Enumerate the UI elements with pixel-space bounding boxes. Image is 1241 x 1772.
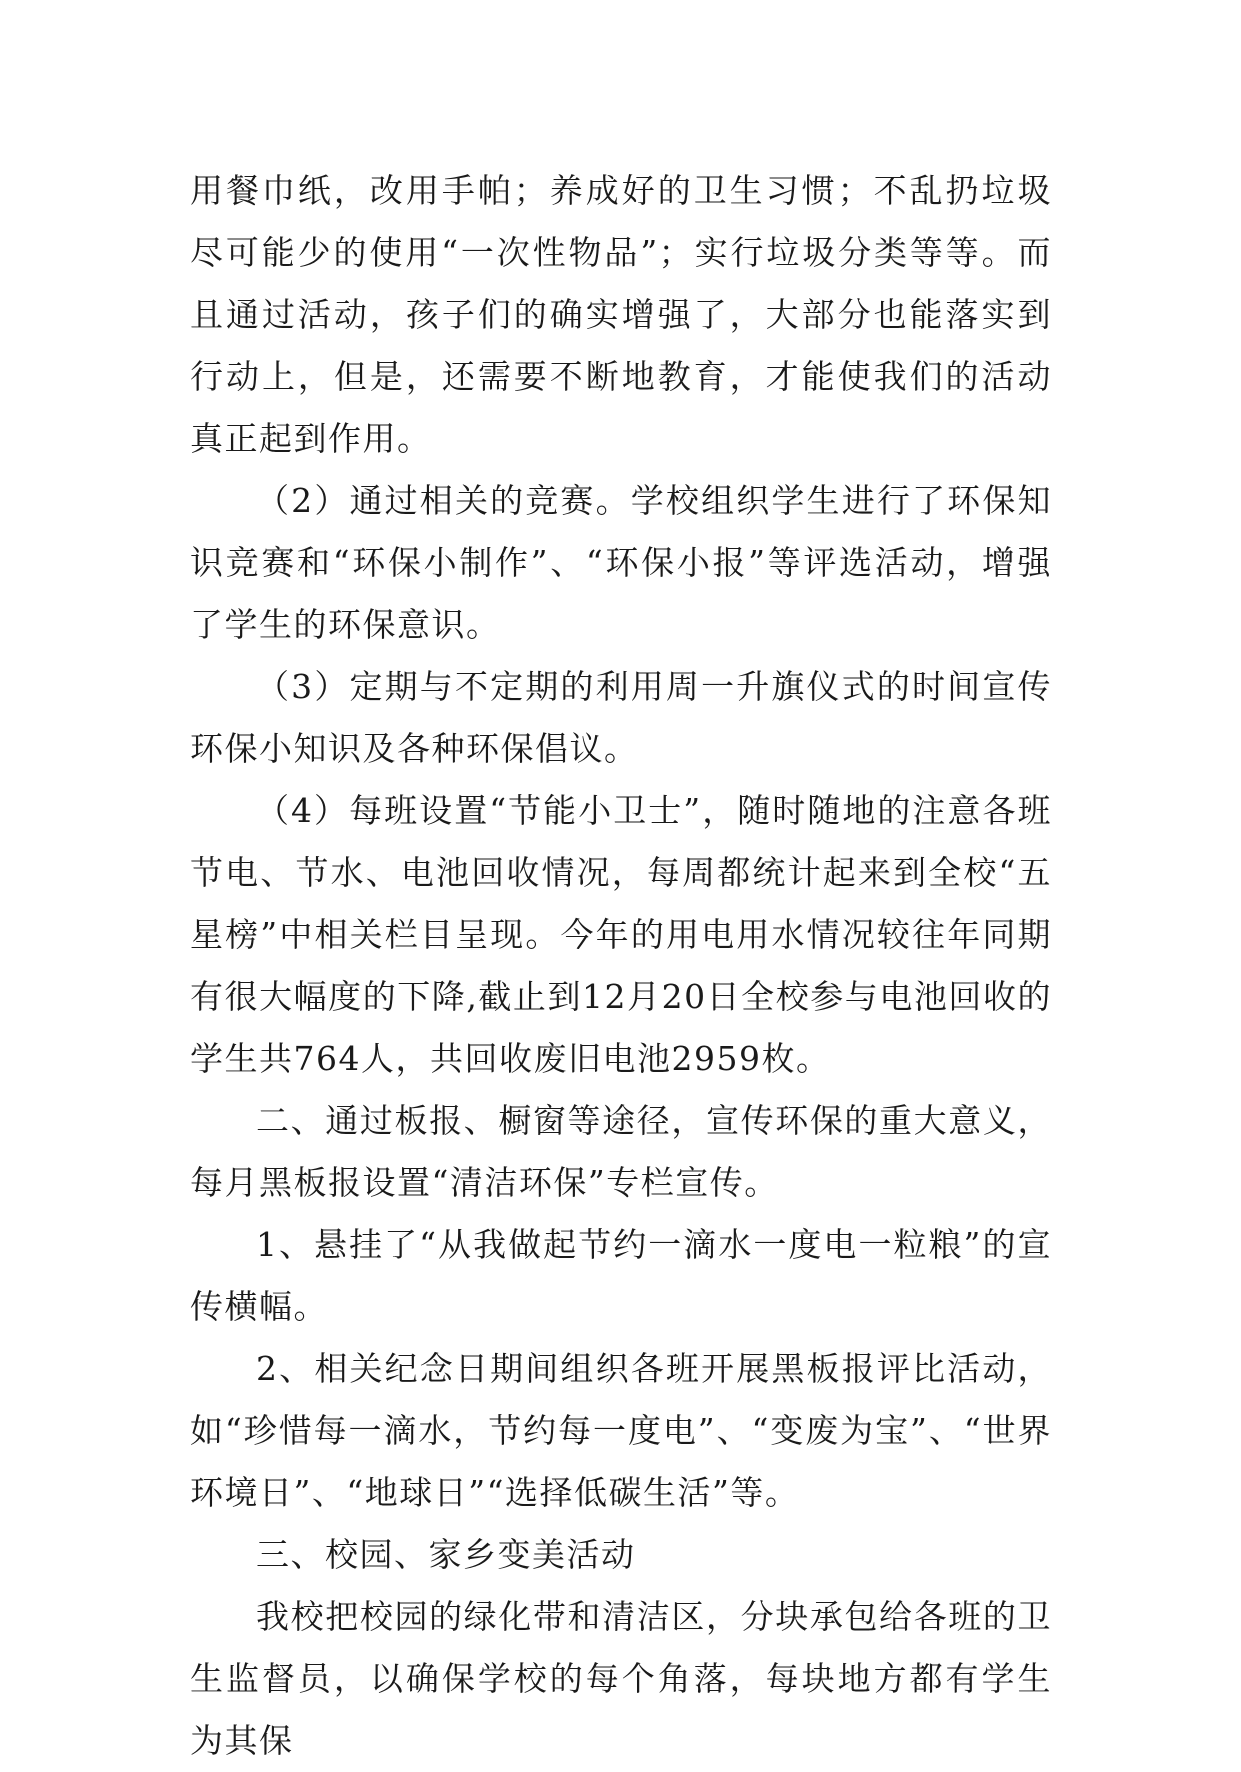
paragraph-banner: 1、悬挂了“从我做起节约一滴水一度电一粒粮”的宣传横幅。 <box>190 1225 1052 1326</box>
paragraph-campus-zones: 我校把校园的绿化带和清洁区，分块承包给各班的卫生监督员，以确保学校的每个角落，每块地方都有学生为其保 <box>190 1597 1052 1760</box>
document-body <box>190 160 1052 1772</box>
section-heading-publicity: 二、通过板报、橱窗等途径，宣传环保的重大意义，每月黑板报设置“清洁环保”专栏宣传。 <box>190 1101 1052 1202</box>
paragraph-competition: （2）通过相关的竞赛。学校组织学生进行了环保知识竞赛和“环保小制作”、“环保小报”等评选活动，增强了学生的环保意识。 <box>190 481 1052 644</box>
section-heading-campus: 三、校园、家乡变美活动 <box>256 1535 636 1574</box>
paragraph-blackboard-contest: 2、相关纪念日期间组织各班开展黑板报评比活动，如“珍惜每一滴水，节约每一度电”、“变废为宝”、“世界环境日”、“地球日”“选择低碳生活”等。 <box>190 1349 1052 1512</box>
paragraph-continuation: 用餐巾纸，改用手帕；养成好的卫生习惯；不乱扔垃圾尽可能少的使用“一次性物品”；实行垃圾分类等等。而且通过活动，孩子们的确实增强了，大部分也能落实到行动上，但是，还需要不断地教育，才能使我们的活动真正起到作用。 <box>190 171 1052 458</box>
paragraph-energy-guardian: （4）每班设置“节能小卫士”，随时随地的注意各班节电、节水、电池回收情况，每周都统计起来到全校“五星榜”中相关栏目呈现。今年的用电用水情况较往年同期有很大幅度的下降,截止到12月20日全校参与电池回收的学生共764人，共回收废旧电池2959枚。 <box>190 791 1052 1078</box>
paragraph-flag-ceremony: （3）定期与不定期的利用周一升旗仪式的时间宣传环保小知识及各种环保倡议。 <box>190 667 1052 768</box>
